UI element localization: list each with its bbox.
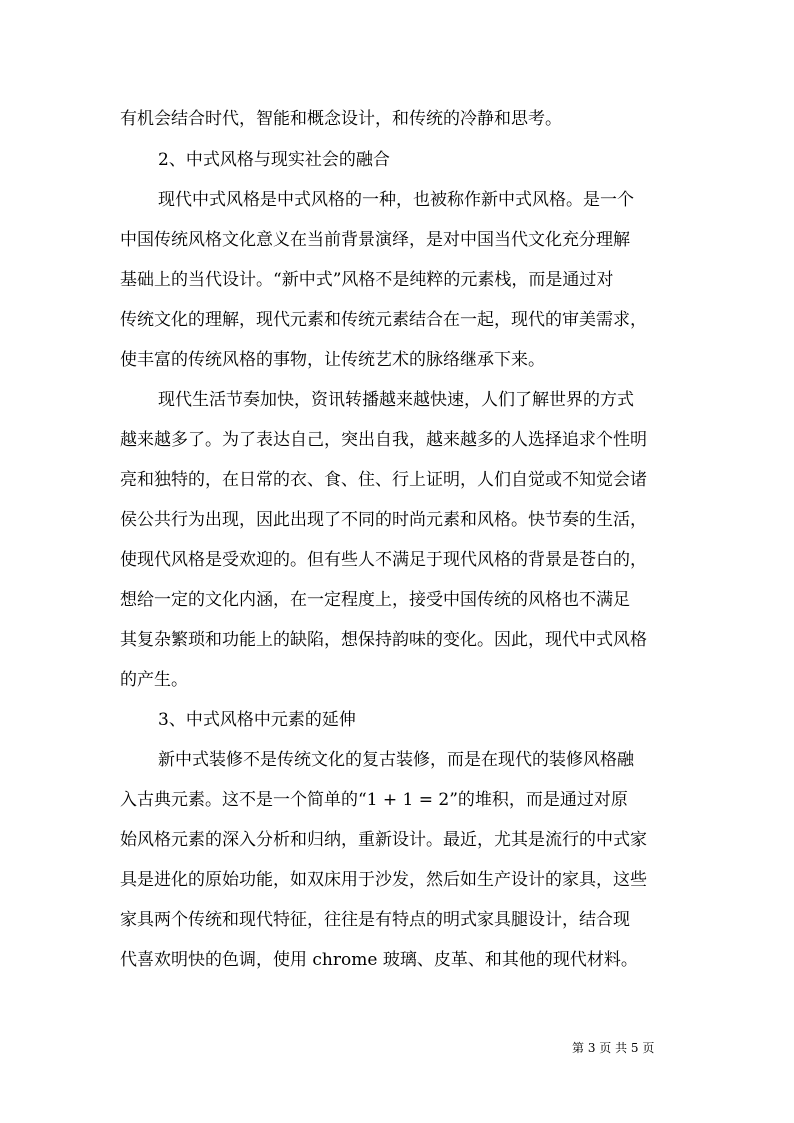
paragraph-line: 越来越多了。为了表达自己，突出自我，越来越多的人选择追求个性明 [120,430,647,450]
paragraph-line: 想给一定的文化内涵，在一定程度上，接受中国传统的风格也不满足 [120,590,630,610]
paragraph-line: 有机会结合时代，智能和概念设计，和传统的冷静和思考。 [120,109,562,129]
paragraph-line: 始风格元素的深入分析和归纳，重新设计。最近，尤其是流行的中式家 [120,830,647,850]
paragraph-line: 使丰富的传统风格的事物，让传统艺术的脉络继承下来。 [120,350,545,370]
paragraph-line: 传统文化的理解，现代元素和传统元素结合在一起，现代的审美需求， [120,310,647,330]
section-heading: 2、中式风格与现实社会的融合 [158,150,390,170]
paragraph-line: 家具两个传统和现代特征，往往是有特点的明式家具腿设计，结合现 [120,910,630,930]
paragraph-line: 侯公共行为出现，因此出现了不同的时尚元素和风格。快节奏的生活， [120,510,647,530]
paragraph-line: 现代生活节奏加快，资讯转播越来越快速，人们了解世界的方式 [158,390,634,410]
page-number-footer: 第 3 页 共 5 页 [572,1041,655,1055]
paragraph-line: 基础上的当代设计。“新中式”风格不是纯粹的元素栈，而是通过对 [120,270,614,290]
paragraph-line: 代喜欢明快的色调，使用 chrome 玻璃、皮革、和其他的现代材料。 [120,950,638,970]
paragraph-line: 亮和独特的，在日常的衣、食、住、行上证明，人们自觉或不知觉会诸 [120,470,647,490]
paragraph-line: 中国传统风格文化意义在当前背景演绎，是对中国当代文化充分理解 [120,230,630,250]
section-heading: 3、中式风格中元素的延伸 [158,710,356,730]
paragraph-line: 入古典元素。这不是一个简单的“1 + 1 = 2”的堆积，而是通过对原 [120,790,628,810]
paragraph-line: 具是进化的原始功能，如双床用于沙发，然后如生产设计的家具，这些 [120,870,647,890]
paragraph-line: 新中式装修不是传统文化的复古装修，而是在现代的装修风格融 [158,750,634,770]
paragraph-line: 的产生。 [120,670,188,690]
paragraph-line: 现代中式风格是中式风格的一种，也被称作新中式风格。是一个 [158,190,634,210]
paragraph-line: 其复杂繁琐和功能上的缺陷，想保持韵味的变化。因此，现代中式风格 [120,630,647,650]
paragraph-line: 使现代风格是受欢迎的。但有些人不满足于现代风格的背景是苍白的， [120,550,647,570]
